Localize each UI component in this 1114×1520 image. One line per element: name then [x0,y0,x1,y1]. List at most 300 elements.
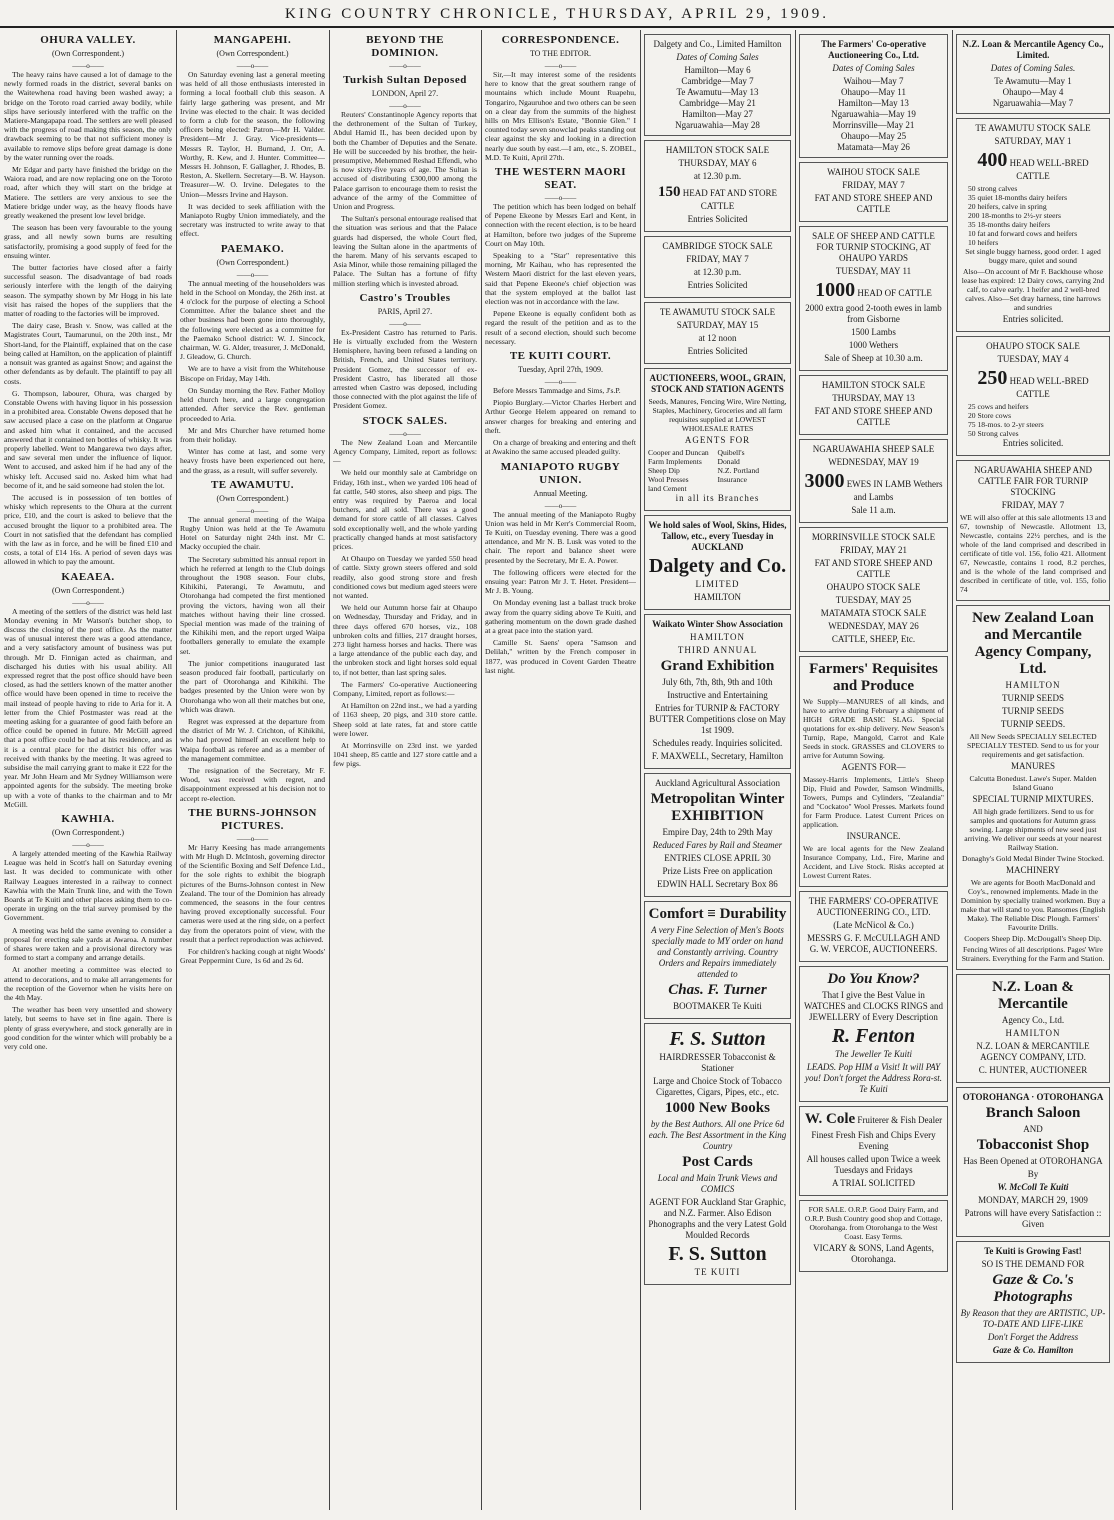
article-paragraph: At Ohaupo on Tuesday we yarded 550 head of cattle. Sixty grown steers offered and sold readily, also good strong store and fresh conditioned cows but medium aged steers were not wanted. [333,554,477,600]
cole-trade: Fruiterer & Fish Dealer [857,1115,943,1125]
agent-item: N.Z. Portland [717,466,760,475]
article-paragraph: Winter has come at last, and some very heavy frosts have been experienced out here, and the grass, as a result, will suffer severely. [180,447,325,475]
article-paragraph: The season has been very favourable to the young grass, and all newly sown burns are resulting satisfactorily, promising a good supply of feed for the ensuing winter. [4,223,172,260]
article-paragraph: Reuters' Constantinople Agency reports that the dethronement of the Sultan of Turkey, Abdul Hamid II., has been decided upon by both the Chamber of Deputies and the Senate. He will be succeeded by his brother, the heir-presumptive, Mehemmed Reshad Effendi, who is now sixty-five years of age. The Sultan is accused of distributing £300,000 among the Palace garrison to encourage them to resist the advance of the army of the Committee of Union and Progress. [333,110,477,212]
sale-body: WE will also offer at this sale allotments 13 and 67, township of Newcastle. Allotment 13, Newcastle, contains 22½ perches, and is the whole of the land comprised and described in certificate of title vol. 156, folio 421. Allotment 67, Newcastle, contains 1 rood, 8.2 perches, and is the whole of the land comprised and described in certificate of title, vol. 155, folio 74 [960,513,1107,594]
article-heading: Castro's Troubles [359,291,451,304]
hamilton-sale-ad [644,140,791,232]
sale-what: FAT AND STORE SHEEP AND CATTLE [814,558,933,579]
column-1 [4,30,172,1510]
sale-title: NGARUAWAHIA SHEEP AND CATTLE FAIR FOR TURNIP STOCKING [974,465,1092,497]
sale-time: at 12.30 p.m. [693,171,742,181]
agents-list [648,448,787,493]
article-paragraph: Speaking to a "Star" representative this morning, Mr Kaihau, who has represented the Western Maori district for the last eleven years, said that Pepene Ekeone's chief objection was that the system employed at the ballot last election was not in accordance with the law. [485,251,636,307]
gaze-body: By Reason that they are ARTISTIC, UP-TO-DATE AND LIFE-LIKE [960,1308,1106,1329]
section-divider: ——o—— [544,378,577,387]
stock-list [960,184,1106,247]
ad-heading: The Farmers' Co-operative Auctioneering Co., Ltd. [821,39,926,60]
gaze-title: Gaze & Co.'s Photographs [992,1272,1074,1305]
twine-line: Donaghy's Gold Medal Binder Twine Stocked. [961,854,1104,863]
article-paragraph: The annual general meeting of the Waipa Rugby Union was held at the Te Awamutu Hotel on Saturday night 24th inst. Mr C. Macky occupied the chair. [180,514,325,552]
section-divider: ——o—— [544,194,577,203]
turner-name: Chas. F. Turner [668,982,767,998]
article-heading: Turkish Sultan Deposed [343,74,467,86]
patrons-line: Patrons will have every Satisfaction :: Given [964,1208,1102,1229]
ins-body: We are local agents for the New Zealand Insurance Company, Ltd., Fire, Marine and Accident, and Live Stock. Risks accepted at Lowest Current Rates. [803,844,944,880]
cole-body: Finest Fresh Fish and Chips Every Evening [811,1130,936,1151]
dyk-title: Do You Know? [827,971,920,987]
mw-entries: ENTRIES CLOSE APRIL 30 [664,853,771,863]
article-heading: THE WESTERN MAORI SEAT. [494,166,627,192]
cd-body: A very Fine Selection of Men's Boots specially made to MY order on hand and Constantly arriving. Country Orders and Repairs immediately attended to [651,925,784,979]
article-subheading: (Own Correspondent.) [216,257,289,267]
column-5-advertisements [644,30,791,1510]
sale-day: SATURDAY, MAY 1 [994,136,1072,146]
article-subheading: (Own Correspondent.) [52,585,124,595]
stock-item: 25 cows and heifers [968,402,1029,411]
manures-body: Calcutta Bonedust. Lawe's Super. Malden Island Guano [969,774,1097,792]
harness-line: Set single buggy harness, good order. 1 aged buggy mare, quiet and sound [965,247,1101,265]
sale-title: TE AWAMUTU STOCK SALE [659,307,776,317]
article-paragraph: G. Thompson, labourer, Ohura, was charged by Constable Owens with having liquor in his possession in a prohibited area. Constable Owens deposed that he saw accused place a case on the platform at Ongarue and asked him what it contained, and the accused answered that it contained ten bottles of whisky. It was properly labelled. Went to Mangarewa two days after, and saw several men under the influence of liquor. Went to accused, and asked him if he had any of the whisky left. Accused said no. Asked him what had become of it, and he said someone had stolen the lot. [4,388,172,490]
article-subheading: LONDON, April 27. [371,89,439,98]
sale-title: OHAUPO STOCK SALE [986,341,1080,351]
column-7-advertisements [956,30,1110,1510]
sale-day: THURSDAY, MAY 13 [832,393,915,403]
column-rule [952,30,953,1510]
mccoll-saloon-ad [956,1087,1110,1237]
entries-note: Entries Solicited [687,280,748,290]
article-paragraph: Sir,—It may interest some of the residents here to know that the great southern range of mountains which include Mount Ruapehu, Tongariro, Ngauruhoe and two others can be seen on a clear day from the summits of the highest hills on Mrs Ellison's Estate, "Bonnie Glen." I counted today seven snowclad peaks standing out clear against the sky and looking in a direction nearly due south by east.—I am, etc., S. ZOBEL, M.D. Te Kuiti, April 27th. [485,70,636,162]
dyk-body: That I give the Best Value in WATCHES and CLOCKS RINGS and JEWELLERY of Every Description [803,990,943,1022]
column-4 [485,30,636,1510]
date-item: Ngaruawahia—May 7 [992,98,1074,108]
article-paragraph: On Sunday morning the Rev. Father Molloy held church here, and a large congregation attended. After service the Rev. gentleman proceeded to Aria. [180,385,325,423]
article-paragraph: The New Zealand Loan and Mercantile Agency Company, Limited, report as follows:— [333,437,477,466]
vicary-land-ad [799,1200,948,1272]
sale-day: THURSDAY, MAY 6 [678,158,757,168]
sale-day: FRIDAY, MAY 7 [1001,500,1065,510]
ohaupo-turnip-sale-ad [799,226,948,371]
stock-list [960,402,1106,438]
ws-line: Instructive and Entertaining [667,690,768,700]
fenton-body: LEADS. Pop HIM a Visit! It will PAY you! Don't forget the Address Rora-st. Te Kuiti [804,1062,943,1094]
farmers-coop-ad [799,891,948,962]
dates-list [648,65,787,131]
article-subheading: (Own Correspondent.) [216,49,289,58]
dates-heading: Dates of Coming Sales [832,63,915,73]
column-rule [481,30,482,1510]
vicary-name: VICARY & SONS, Land Agents, Otorohanga. [813,1243,934,1264]
fr-body: We Supply—MANURES of all kinds, and have to arrive during February a shipment of HIGH GRADE BASIC SLAG. Special quotations for ex-ship delivery. New Season's Turnip, Rape, Mangold, Carrot and Kale Seeds in stock. GRASSES and CLOVERS to arrive for Autumn Sowing. [803,697,944,760]
mccoll-name: W. McColl Te Kuiti [997,1182,1069,1192]
sale-day: FRIDAY, MAY 7 [842,180,905,190]
books-title: 1000 New Books [664,1100,770,1116]
date-item: Cambridge—May 7 [681,76,754,86]
ws-line: Schedules ready. Inquiries solicited. [652,738,783,748]
mw-title: Metropolitan Winter EXHIBITION [650,791,785,824]
article-paragraph: Piopio Burglary.—Victor Charles Herbert and Arthur George Helem appeared on remand to answer charges for breaking and entering and theft. [485,398,636,435]
nz2-sub: Agency Co., Ltd. [1001,1015,1065,1025]
section-divider: ——o—— [389,102,421,110]
article-heading: STOCK SALES. [362,414,448,427]
stock-item: 10 fat and forward cows and heifers [968,229,1078,238]
nzl-logo: New Zealand Loan and Mercantile Agency Company, Ltd. [972,610,1094,677]
sale-title: MORRINSVILLE STOCK SALE [811,532,936,542]
article-heading: KAWHIA. [61,813,115,826]
fr-heading: Farmers' Requisites and Produce [809,661,938,694]
agents-for: AGENTS FOR [684,435,751,445]
section-divider: ——o—— [544,62,577,70]
hunter-line: C. HUNTER, AUCTIONEER [978,1065,1088,1075]
date-item: Morrinsville—May 21 [832,120,915,130]
date-item: Hamilton—May 13 [838,98,909,108]
article-paragraph: Regret was expressed at the departure from the district of Mr W. J. Crichton, of Kihikihi, who had proved himself an excellent help to Waipa football as referee and as a member of the management committee. [180,716,325,763]
section-divider: ——o—— [72,62,104,70]
article-paragraph: Pepene Ekeone is equally confident both as regard the result of the petition and as to the result of a second election, should such become necessary. [485,309,636,346]
article-paragraph: On Saturday evening last a general meeting was held of all those enthusiasts interested in forming a local football club this season. A fairly large gathering was present, and Mr Irvine was elected to the chair. It was decided to form a club for the season, the following officers being elected: Patron—Mr H. Valder. President—Mr J. Gray. Vice-presidents—Messrs R. Taylor, H. Burnand, J. Orr, A. Worthy, R. Kew, and J. Hunter. Committee—Messrs H. Johnson, F. Gallagher, J. Rhodes, B. Reston, A. Skellern. Secretary—B. W. Hayson. Treasurer—W. O. Irvine. Delegates to the Union—Messrs Irvine and Hayson. [180,70,325,199]
section-divider: ——o—— [72,598,104,607]
metropolitan-exhibition-ad [644,773,791,897]
article-paragraph: On a charge of breaking and entering and theft at Awakino the same accused pleaded guilty. [485,438,636,457]
date-item: Te Awamutu—May 13 [676,87,759,97]
sale-title: SALE OF SHEEP AND CATTLE FOR TURNIP STOCKING, AT OHAUPO YARDS [812,231,935,263]
date-item: Waihou—May 7 [843,76,904,86]
article-paragraph: Before Messrs Tammadge and Sims, J's.P. [493,386,621,396]
fc2-sub: (Late McNicol & Co.) [833,920,914,930]
turner-sub: BOOTMAKER Te Kuiti [673,1001,762,1011]
article-paragraph: The Sultan's personal entourage realised that the situation was serious and that the Palace guards had dispersed, the whole Court fled, leaving the Sultan alone in the apartments of the harem. Many of his servants escaped to Asia Minor, while those remaining pillaged the Palace. The Sultan has a fortune of fifty million sterling which is invested abroad. [333,214,477,288]
date-item: Te Awamutu—May 1 [994,76,1072,86]
section-divider: ——o—— [236,270,269,279]
column-2 [180,30,325,1510]
article-paragraph: The annual meeting of the householders was held in the School on Monday, the 26th inst. at 4 o'clock for the purpose of electing a School Committee. After the balance sheet and the other business had been gone into thoroughly, the following were elected as a committee for the Paemako School district: W. J. Sincock, chairman, W. G. Alder, treasurer, J. McDonald, J. Gleadow, G. Church. [180,278,325,362]
cole-name: W. Cole [804,1111,856,1127]
sale-day: FRIDAY, MAY 7 [686,254,749,264]
agent-item: land Cement [648,484,687,493]
ngaruawahia-sale-ad [956,460,1110,601]
machinery-heading: MACHINERY [1005,865,1060,875]
column-rule [640,30,641,1510]
article-heading: BEYOND THE DOMINION. [366,34,444,59]
manures-heading: MANURES [1010,761,1055,771]
article-subheading: (Own Correspondent.) [52,828,124,838]
ws-heading: Waikato Winter Show Association [652,619,783,629]
sale-title: NGARUAWAHIA SHEEP SALE [812,444,935,454]
article-subheading: Annual Meeting. [533,488,588,498]
article-paragraph: The petition which has been lodged on behalf of Pepene Ekeone by Messrs Earl and Kent, in connection with the recent election, is to be heard at Hamilton, before two judges of the Supreme Court on May 10th. [485,202,636,248]
date-item: Ohaupo—May 4 [1002,87,1064,97]
ws-secretary: F. MAXWELL, Secretary, Hamilton [651,751,784,761]
sale-title: OHAUPO STOCK SALE [826,582,921,592]
sale-title: TE AWAMUTU STOCK SALE [975,123,1091,133]
date-line: MONDAY, MARCH 29, 1909 [978,1195,1088,1205]
ngaruawahia-sale-ad [799,439,948,523]
agent-line: AGENT FOR Auckland Star Graphic, and N.Z. Farmer. Also Edison Phonographs and the very Latest Gold Moulded Records [648,1197,787,1240]
section-divider: ——o—— [236,506,269,515]
article-paragraph: Ex-President Castro has returned to Paris. He is virtually excluded from the Western Hemisphere, having been refused a landing on British, French, and United States territory. President Gomez, the successor of ex-President Castro, has liberated all those arrested when Castro was deposed, including those connected with the plot against the life of President Gomez. [333,327,477,411]
dates-list [803,76,944,153]
sale-day: TUESDAY, MAY 4 [997,354,1069,364]
article-paragraph: Mr Edgar and party have finished the bridge on the Waiora road, and are now replacing one on the Toroto road, after which they will start on the bridge at Matiere. The settlers are very anxious to see the Matiere bridge under way, as the heavy floods have greatly weakened the present low level bridge. [4,165,172,221]
article-paragraph: The dairy case, Brash v. Snow, was called at the Magistrates Court, Taumarunui, on the 20th inst., Mr Short-land, for the Plaintiff, explained that on the case being called at Hamilton, on the application of plaintiff a nonsuit was granted as against Snow; and against the other defendants as by default. The plaintiff to pay all costs. [4,321,172,386]
stock-type: HEAD OF CATTLE [857,288,932,298]
article-paragraph: The Farmers' Co-operative Auctioneering Company, Limited, report as follows:— [333,679,477,698]
article-heading: CORRESPONDENCE. [501,34,620,46]
gaze-photographs-ad [956,1241,1110,1363]
article-paragraph: We are to have a visit from the Whitehouse Biscope on Friday, May 14th. [180,364,325,383]
ins-heading: INSURANCE. [846,831,901,841]
cole-houses: All houses called upon Twice a week Tuesdays and Fridays [806,1154,941,1175]
mixtures-body: All high grade fertilizers. Send to us for samples and quotations for Autumn grass sowing. Large shipments of new seed just arriving. We deliver our seeds at your nearest Railway Station. [964,807,1102,852]
agent-item: Donald [717,457,740,466]
ws-third: THIRD ANNUAL [677,645,758,655]
sale-title: MATAMATA STOCK SALE [820,608,927,618]
dalgety-logo-ad [644,515,791,610]
entries-note: Entries Solicited [687,346,748,356]
article-paragraph: It was decided to seek affiliation with the Maniapoto Rugby Union immediately, and the secretary was instructed to write away to that effect. [180,201,325,239]
agents-ad [644,368,791,511]
head-count: 400 [977,149,1008,171]
date-item: Cambridge—May 21 [679,98,756,108]
fenton-sub: The Jeweller Te Kuiti [835,1049,912,1059]
stock-type: HEAD WELL-BRED CATTLE [1009,158,1089,181]
stock-type: HEAD WELL-BRED CATTLE [1009,376,1089,399]
date-item: Hamilton—May 6 [684,65,751,75]
nz2-name: N.Z. Loan & Mercantile [992,979,1074,1012]
stock-type: HEAD FAT AND STORE CATTLE [682,188,777,211]
article-heading: PAEMAKO. [220,242,285,255]
article-paragraph: A meeting was held the same evening to consider a proposal for erecting sale yards at Awaroa. A number of shares were taken and a provisional directory was formed to start a company and arrange details. [4,925,172,963]
column-rule [795,30,796,1510]
ohaupo-sale-ad [956,336,1110,456]
books-body: by the Best Authors. All one Price 6d each. The Best Assortment in the King Country [648,1119,787,1151]
farmers-sales-ad [799,34,948,158]
section-divider: ——o—— [389,429,421,438]
sutton-town: TE KUITI [694,1267,741,1277]
ad-heading: N.Z. Loan & Mercantile Agency Co., Limited. [962,39,1104,60]
head-count: 3000 [804,470,845,492]
cards-body: Local and Main Trunk Views and COMICS [657,1173,778,1194]
sutton-name: F. S. Sutton [669,1028,766,1050]
winter-show-ad [644,614,791,769]
date-item: Ngaruawahia—May 28 [675,120,760,130]
sale-time: Sale of Sheep at 10.30 a.m. [824,353,923,363]
dalgety-sales-ad [644,34,791,136]
sale-day: WEDNESDAY, MAY 19 [828,457,919,467]
af-heading: AGENTS FOR— [841,762,906,772]
agent-item: Sheep Dip [648,466,680,475]
stock-item: 50 strong calves [968,184,1018,193]
mw-dates: Empire Day, 24th to 29th May [662,827,773,837]
agent-item: Cooper and Duncan Farm Implements [648,448,709,466]
article-paragraph: At Morrinsville on 23rd inst. we yarded 1041 sheep, 85 cattle and 127 store cattle and a few pigs. [333,740,477,769]
fc2-name: THE FARMERS' CO-OPERATIVE AUCTIONEERING CO., LTD. [808,896,939,917]
ws-line: Entries for TURNIP & FACTORY BUTTER Competitions close on May 1st 1909. [649,703,786,735]
entries-note: Entries solicited. [1002,438,1064,448]
te-awamutu-sale-ad [956,118,1110,332]
sale-title: HAMILTON STOCK SALE [665,145,770,155]
morrinsville-sale-ad [799,527,948,652]
article-paragraph: The heavy rains have caused a lot of damage to the newly formed roads in the district, several banks on the Waitewhena road having been washed away; a bridge on the Toroto road carried away bodily, while slips have seriously interfered with the traffic on the Matiere-Mangapapa road. The settlers are well pleased with the progress of road making this season, the only drawback seeming to be that not sufficient money is available to remove slips before great damage is done by the water running over the roads. [4,70,172,162]
gaze-address: Gaze & Co. Hamilton [992,1345,1074,1355]
date-item: Ohaupo—May 11 [841,87,906,97]
forget-line: Don't Forget the Address [987,1332,1079,1342]
mw-heading: Auckland Agricultural Association [655,778,780,788]
turnip-line: TURNIP SEEDS [1002,693,1064,703]
dalgety-limited: LIMITED [695,579,740,589]
head-count: 250 [977,367,1008,389]
stock-item: 20 heifers, calve in spring [968,202,1047,211]
head-count: 150 [657,184,681,200]
head-count: 1000 [815,279,856,301]
sutton-body: Large and Choice Stock of Tobacco Cigarettes, Cigars, Pipes, etc., etc. [653,1076,782,1097]
article-subheading: (Own Correspondent.) [216,493,289,503]
ws-title: Grand Exhibition [660,658,775,674]
sale-lambs: 1500 Lambs [851,327,896,337]
stock-item: 50 Strong calves [968,429,1019,438]
stock-item: 75 18-mos. to 2-yr steers [968,420,1044,429]
column-rule [176,30,177,1510]
sale-day: TUESDAY, MAY 25 [835,595,912,605]
mw-fares: Reduced Fares by Rail and Steamer [652,840,783,850]
article-paragraph: A largely attended meeting of the Kawhia Railway League was held in Scott's hall on Saturday evening last. It was decided to communicate with other Railway Leagues interested in a railway to connect Kawhia with the Main Trunk line, and with the Town Boards at Te Kuiti and other places asking them to co-operate in urging on the trial survey promised by the Government. [4,849,172,923]
sale-wethers: 1000 Wethers [848,340,899,350]
sale-body: 2000 extra good 2-tooth ewes in lamb from Gisborne [805,303,942,324]
sale-title: HAMILTON STOCK SALE [821,380,926,390]
sale-what: FAT AND STORE SHEEP AND CATTLE [814,193,933,214]
article-paragraph: The following officers were elected for the ensuing year: Patron Mr J. T. Hetet. President—Mr J. B. Young. [485,567,636,596]
article-paragraph: We held our monthly sale at Cambridge on Friday, 16th inst., when we yarded 106 head of fat cattle, 540 stores, also sheep and pigs. The entry was required by Paeroa and local butchers, and all sold. There was a good demand for store cattle of all classes. Calves sold exceptionally well, and the whole yarding practically changed hands at most satisfactory prices. [333,468,477,551]
mixtures-heading: SPECIAL TURNIP MIXTURES. [972,794,1094,804]
section-divider: ——o—— [236,62,269,70]
ws-town: HAMILTON [689,632,745,642]
stock-type: EWES IN LAMB Wethers and Lambs [846,479,943,502]
article-paragraph: The weather has been very unsettled and showery lately, but seems to have set in fine again. There is plenty of grass everywhere, and stock generally are in good condition for the winter which will probably be a very cold one. [4,1005,172,1052]
entries-note: Entries Solicited [687,214,748,224]
entries-note: Entries solicited. [1002,314,1064,324]
oto-line: OTOROHANGA · OTOROHANGA [962,1092,1104,1102]
article-paragraph: At Hamilton on 22nd inst., we had a yarding of 1163 sheep, 20 pigs, and 310 store cattle. Sheep sold at late rates, fat and store cattle were lower. [333,701,477,738]
sutton-name-2: F. S. Sutton [668,1243,767,1265]
stock-item: 20 Store cows [968,411,1012,420]
growing-line: Te Kuiti is Growing Fast! [984,1246,1082,1256]
nz-loan-seeds-ad [956,605,1110,970]
sale-what: FAT AND STORE SHEEP AND CATTLE [814,406,933,427]
article-heading: TE AWAMUTU. [210,478,295,491]
nz-loan-sales-ad [956,34,1110,114]
dates-heading: Dates of Coming Sales. [990,63,1076,73]
article-subheading: (Own Correspondent.) [52,49,124,58]
stock-item: 200 18-months to 2½-yr steers [968,211,1062,220]
masthead: KING COUNTRY CHRONICLE, THURSDAY, APRIL 29, 1909. [0,0,1114,28]
article-paragraph: On Monday evening last a ballast truck broke away from the quarry siding above Te Kuiti, and gathering momentum on the down grade dashed at a great pace into the station yard. [485,598,636,635]
sale-day: WEDNESDAY, MAY 26 [828,621,919,631]
hamilton-sale-ad [799,375,948,435]
date-item: Ngaruawahia—May 19 [831,109,916,119]
article-paragraph: The annual meeting of the Maniapoto Rugby Union was held in Mr Kerr's Commercial Room, Te Kuiti, on Tuesday evening. There was a good attendance, and Mr N. B. Lusk was voted to the chair. The report and balance sheet were presented by the Secretary, Mr E. A. Power. [485,509,636,565]
stock-item: 35 quiet 18-months dairy heifers [968,193,1068,202]
sale-title: CAMBRIDGE STOCK SALE [662,241,773,251]
article-heading: MANIAPOTO RUGBY UNION. [500,460,621,486]
mw-prize: Prize Lists Free on application [662,866,773,876]
dalgety-logo: Dalgety and Co. [648,555,787,577]
af-body: Massey-Harris Implements, Little's Sheep Dip, Fluid and Powder, Samson Windmills, Towers, Pumps and Cylinders, "Zealandia" and "Cockatoo" Wool Presses. Markets found for Farm Produce. Latest Current Prices on application. [803,775,944,829]
and-line: AND [1023,1124,1043,1134]
section-divider: ——o—— [389,319,421,328]
sale-day: TUESDAY, MAY 11 [835,266,912,276]
cd-title: Comfort ≡ Durability [648,906,787,922]
dates-heading: Dates of Coming Sales [676,52,759,62]
agent-item: Quibell's [717,448,745,457]
comfort-durability-ad [644,901,791,1019]
sale-time: at 12.30 p.m. [693,267,742,277]
column-rule [329,30,330,1510]
date-item: Matamata—May 26 [837,142,910,152]
branches-line: in all its Branches [675,493,760,503]
sale-body: FOR SALE. O.R.P. Good Dairy Farm, and O.R.P. Bush Country good shop and Cottage, Otorohanga. from Otorohanga to the West Coast. Easy Terms. [804,1205,943,1241]
date-item: Ohaupo—May 25 [840,131,907,141]
article-heading: KAEAEA. [61,570,115,583]
article-subheading: TO THE EDITOR. [529,49,592,58]
date-item: Hamilton—May 27 [682,109,753,119]
te-awamutu-sale-ad [644,302,791,364]
article-subheading: PARIS, April 27. [377,306,433,316]
also-line: Also—On account of Mr F. Backhouse whose lease has expired: 12 Dairy cows, carrying 2nd calf, to calve early. 1 heifer and 2 well-bred calves. Also—Set dray harness, tine harrows and sundries [961,267,1105,312]
fenton-name: R. Fenton [831,1025,916,1047]
waihou-sale-ad [799,162,948,222]
dalgety-town: HAMILTON [693,592,741,602]
article-paragraph: The junior competitions inaugurated last season produced fair football, particularly on the part of Otorohanga and Kihikihi. The badges presented by the Union were won by Otorohanga who won all their matches but one, which was drawn. [180,658,325,714]
article-heading: OHURA VALLEY. [40,34,136,46]
article-heading: MANGAPEHI. [213,34,292,46]
cards-title: Post Cards [682,1154,753,1170]
article-paragraph: The resignation of the Secretary, Mr F. Wood, was received with regret, and disappointment expressed at his decision not to accept re-election. [180,766,325,803]
opened-line: Has Been Opened at OTOROHANGA [963,1156,1103,1166]
nz3-name: N.Z. LOAN & MERCANTILE AGENCY COMPANY, LTD. [976,1041,1090,1062]
article-paragraph: The butter factories have closed after a fairly successful season. The disadvantage of bad roads seriously interfere with the length of the dairying season. The sympathy shown by Mr Hogg in his late visit has raised the hopes of the suppliers that the matter of roading to the factories will be improved. [4,263,172,319]
article-paragraph: The accused is in possession of ten bottles of whisky which represents to the Ohura at the current price, £10, and the court is asked to believe that the accused brought the liquor to a prohibited area. The Court in not satisfied that the defendant has complied with the law as in force, and he will be fined £10 and costs, a total of £14 16s. A period of seven days was allowed in which to pay the amount. [4,492,172,567]
farmers-requisites-ad [799,656,948,887]
column-3 [333,30,477,1510]
saloon-title: Branch Saloon [985,1105,1081,1121]
section-divider: ——o—— [544,501,577,510]
nz2-town: HAMILTON [1005,1028,1061,1038]
agents-body: Seeds, Manures, Fencing Wire, Wire Netting, Staples, Machinery, Groceries and all farm requisites supplied at LOWEST WHOLESALE RATES [648,397,787,433]
sutton-ad [644,1023,791,1285]
ad-heading: Dalgety and Co., Limited Hamilton [653,39,782,49]
article-paragraph: Mr Harry Keesing has made arrangements with Mr Hugh D. McIntosh, governing director of the Scientific Boxing and Self Defence Ltd., for the sole rights to exhibit the biograph pictures of the Burns-Johnson contest in New Zealand. The tour of the Dominion has already commenced, the seasons in the four centres having proved exceptionally successful. Four cameras were used at the ring side, on a perfect day from the operators point of view, with the result that a perfect reproduction was achieved. [180,842,325,944]
nz-loan-otorohanga-ad [956,974,1110,1083]
cole-trial: A TRIAL SOLICITED [832,1178,915,1188]
section-divider: ——o—— [236,834,269,843]
article-paragraph: We held our Autumn horse fair at Ohaupo on Wednesday, Thursday and Friday, and in three days offered 670 horses, viz., 108 unbroken colts and fillies, 217 draught horses, 273 light harness horses and hacks. There was a large attendance of the public each day, and the unbroken stock and light horses sold equal to, if not better, than last spring sales. [333,603,477,677]
sale-time: at 12 noon [698,333,737,343]
stock-item: 10 heifers [968,238,999,247]
article-heading: THE BURNS-JOHNSON PICTURES. [188,806,317,832]
seeds-body: All New Seeds SPECIALLY SELECTED SPECIALLY TESTED. Send to us for your requirements and get satisfaction. [967,732,1099,759]
dip-line: Coopers Sheep Dip. McDougall's Sheep Dip. [964,934,1102,943]
cole-fish-ad [799,1106,948,1196]
shop-title: Tobacconist Shop [976,1137,1090,1153]
agent-item: Insurance [717,475,748,484]
article-paragraph: For children's hacking cough at night Woods' Great Peppermint Cure, 1s 6d and 2s 6d. [180,947,325,966]
machinery-body: We are agents for Booth MacDonald and Coy's., renowned implements. Made in the Dominion by specially trained workmen. Buy a make that will stand to you. Ransomes (English Make). The Reliable Disc Plough. Farmers' Favourite Drills. [960,878,1106,932]
article-paragraph: The Secretary submitted his annual report in which he referred at length to the Club doings throughout the 1908 season. Four clubs, Kihikihi, Paterangi, Te Awamutu, and Otorohanga had competed the first mentioned proving the victors, having won all their matches without having their line crossed. Special mention was made of the training of the Kihikihi men, and the report urged Waipa footballers generally to emulate the example set. [180,554,325,656]
fc2-auctioneers: MESSRS G. F. McCULLAGH AND G. W. VERCOE, AUCTIONEERS. [807,933,940,954]
demand-line: SO IS THE DEMAND FOR [981,1259,1085,1269]
article-paragraph: A meeting of the settlers of the district was held last Monday evening in Mr Watson's butcher shop, to discuss the closing of the post office. As the matter was of unusual interest there was a good attendance, and a very satisfactory amount of business was put through. Mr D. Finnigan acted as chairman, and discharged his duties with his usual ability. All expressed regret that the post office should have been closed, as had the settlers known of the matter another office would have been opened in time to receive the mail instead of people having to ride to Aria for it. A letter from the Chief Postmaster was read at the meeting asking for a guarantee of good faith before an office could be opened in future. Mr McGill agreed that a post office could be had at his residence, and as it is a central place for the district his offer was received with thanks by the meeting. It was agreed to subsidise the mail carrying grant to make it £22 for the year. Mr John Hearn and Mr Sydney Williamson were appointed agents for the subsidy. The meeting broke up with a vote of thanks to the chairman and to Mr McGill. [4,606,172,809]
